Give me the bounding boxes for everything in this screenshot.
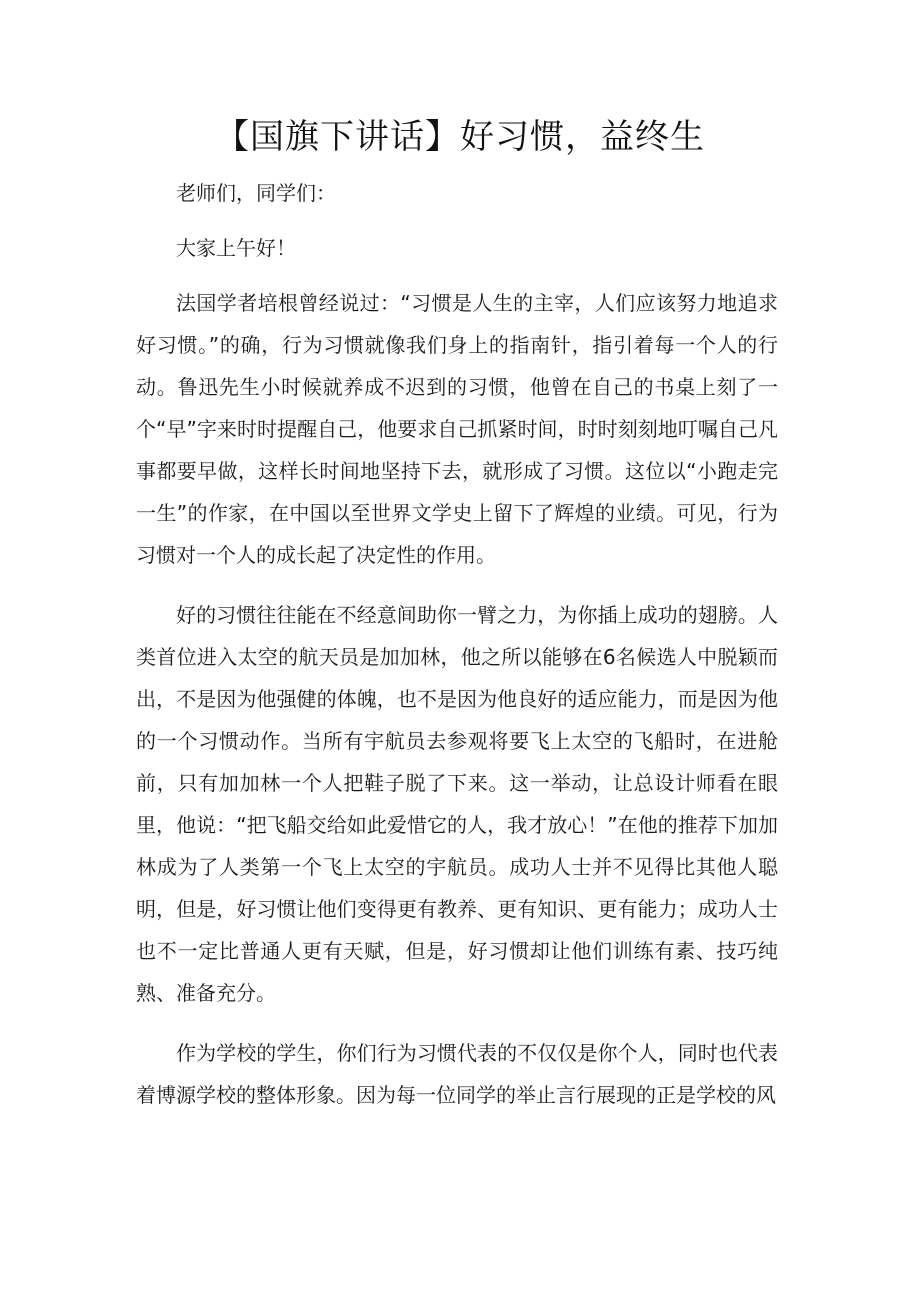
salutation-paragraph: 大家上午好！ <box>176 236 296 260</box>
body-paragraph-gagarin: 好的习惯往往能在不经意间助你一臂之力，为你插上成功的翅膀。人类首位进入太空的航天员是加加林，他之所以能够在6名候选人中脱颖而出，不是因为他强健的体魄，也不是因为他良好的适应能力，而是因为他的一个习惯动作。当所有宇航员去参观将要飞上太空的飞船时，在进舱前，只有加加林一个人把鞋子脱了下来。这一举动，让总设计师看在眼里，他说：“把飞船交给如此爱惜它的人，我才放心！”在他的推荐下加加林成为了人类第一个飞上太空的宇航员。成功人士并不见得比其他人聪明，但是，好习惯让他们变得更有教养、更有知识、更有能力；成功人士也不一定比普通人更有天赋，但是，好习惯却让他们训练有素、技巧纯熟、准备充分。 <box>136 603 778 1005</box>
body-paragraph-school-image: 作为学校的学生，你们行为习惯代表的不仅仅是你个人，同时也代表着博源学校的整体形象。因为每一位同学的举止言行展现的正是学校的风 <box>136 1041 778 1107</box>
body-paragraph-habit-quote: 法国学者培根曾经说过：“习惯是人生的主宰，人们应该努力地追求好习惯。”的确，行为习惯就像我们身上的指南针，指引着每一个人的行动。鲁迅先生小时候就养成不迟到的习惯，他曾在自己的书桌上刻了一个“早”字来时时提醒自己，他要求自己抓紧时间，时时刻刻地叮嘱自己凡事都要早做，这样长时间地坚持下去，就形成了习惯。这位以“小跑走完一生”的作家，在中国以至世界文学史上留下了辉煌的业绩。可见，行为习惯对一个人的成长起了决定性的作用。 <box>136 291 778 567</box>
document-title: 【国旗下讲话】好习惯，益终生 <box>215 117 705 157</box>
greeting-paragraph: 老师们，同学们： <box>176 181 336 205</box>
document-body <box>136 172 778 1134</box>
